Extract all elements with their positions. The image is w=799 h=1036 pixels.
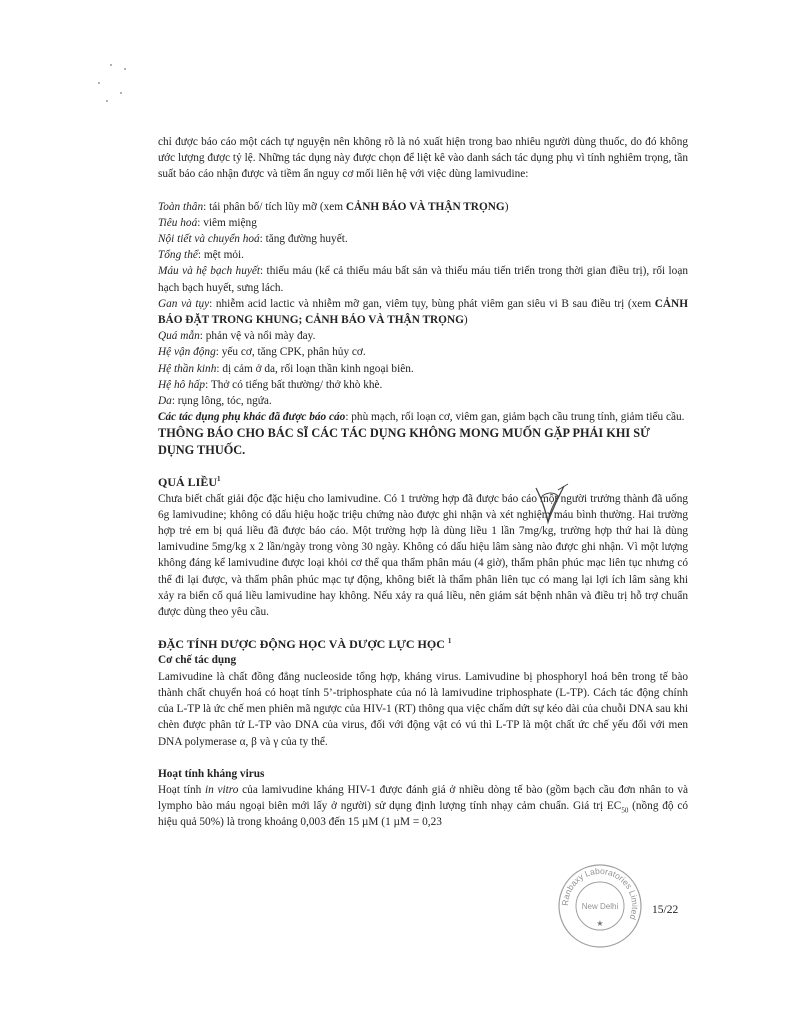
effect-item: Máu và hệ bạch huyết: thiếu máu (kể cả thiếu máu bất sản và thiếu máu tiến triển trong thời gian điều trị), rối loạn hạch bạch huyết, sưng lách. [158, 265, 688, 294]
antiviral-paragraph: Hoạt tính in vitro của lamivudine kháng HIV-1 được đánh giá ở nhiều dòng tế bào (gồm bạch cầu đơn nhân to và lympho bào máu ngoại biên mới lấy ở người) sử dụng định lượng tính nhạy cảm chuẩn. Giá trị $EC_{50}$ (nồng độ có hiệu quả 50%) là trong khoảng 0,003 đến 15 µM (1 µM = 0,23 [158, 783, 689, 829]
effect-item: Da: rụng lông, tóc, ngứa. [158, 395, 272, 408]
effect-item: Tổng thể: mệt mỏi. [158, 249, 244, 262]
stamp-ring-text: Ranbaxy Laboratories Limited [559, 865, 641, 921]
effect-item: Hệ thần kinh: dị cảm ở da, rối loạn thần kinh ngoại biên. [158, 362, 414, 375]
effect-item: Toàn thân: tái phân bố/ tích lũy mỡ (xem CẢNH BÁO VÀ THẬN TRỌNG) [158, 200, 509, 213]
notice-heading: THÔNG BÁO CHO BÁC SĨ CÁC TÁC DỤNG KHÔNG MONG MUỐN GẶP PHẢI KHI SỬ DỤNG THUỐC. [158, 426, 650, 457]
effect-item: Quá mẫn: phản vệ và nổi mày đay. [158, 330, 316, 343]
overdose-heading: QUÁ LIỀU$^1$ [158, 475, 221, 490]
overdose-paragraph: Chưa biết chất giải độc đặc hiệu cho lamivudine. Có 1 trường hợp đã được báo cáo một người trưởng thành đã uống 6g lamivudine; không có dấu hiệu hoặc triệu chứng nào được ghi nhận và xét nghiệm máu bình thường. Hai trường hợp trẻ em bị quá liều đã được báo cáo. Một trường hợp là dùng liều 1 lần 7mg/kg, trường hợp thứ hai là dùng lamivudine 5mg/kg x 2 lần/ngày trong vòng 30 ngày. Không có dấu hiệu lâm sàng nào được ghi nhận. Vì một lượng không đáng kể lamivudine được loại khỏi cơ thể qua thẩm phân máu (4 giờ), thẩm phân phúc mạc liên tục nhưng có thể đi lại được, và thẩm phân phúc mạc tự động, không biết là thẩm phân liên tục có mang lại lợi ích lâm sàng khi xảy ra biến cố quá liều lamivudine hay không. Nếu xảy ra quá liều, nên giám sát bệnh nhân và điều trị hỗ trợ chuẩn được dùng theo yêu cầu. [158, 492, 688, 619]
svg-text:★: ★ [596, 919, 604, 928]
mechanism-paragraph: Lamivudine là chất đồng đẳng nucleoside tổng hợp, kháng virus. Lamivudine bị phosphoryl hoá bên trong tế bào thành chất chuyển hoá có hoạt tính 5’-triphosphate của nó là lamivudine triphosphate (L-TP). Cách tác động chính của L-TP là ức chế men phiên mã ngược của HIV-1 (RT) thông qua việc chấm dứt sự kéo dài của chuỗi DNA sau khi chèn được phân tử L-TP vào DNA của virus, đối với động vật có vú thì L-TP là một chất ức chế yếu đối với men DNA polymerase α, β và γ của ty thể. [158, 670, 688, 748]
stamp-center-text: New Delhi [581, 902, 619, 911]
pharmacology-heading: ĐẶC TÍNH DƯỢC ĐỘNG HỌC VÀ DƯỢC LỰC HỌC $^1$ [158, 637, 452, 652]
intro-paragraph: chỉ được báo cáo một cách tự nguyện nên không rõ là nó xuất hiện trong bao nhiêu người dùng thuốc, do đó không ước lượng được tỷ lệ. Những tác dụng này được chọn để liệt kê vào danh sách tác dụng phụ vì tính nghiêm trọng, tần suất báo cáo nhận được và tiềm ẩn nguy cơ mối liên hệ với việc dùng lamivudine: [158, 136, 688, 181]
document-body [158, 134, 688, 831]
effect-item: Gan và tụy: nhiễm acid lactic và nhiễm mỡ gan, viêm tụy, bùng phát viêm gan siêu vi B sau điều trị (xem CẢNH BÁO ĐẶT TRONG KHUNG; CẢNH BÁO VÀ THẬN TRỌNG) [158, 297, 688, 327]
antiviral-heading: Hoạt tính kháng virus [158, 767, 265, 780]
company-stamp [556, 862, 644, 950]
other-effects: Các tác dụng phụ khác đã được báo cáo: phù mạch, rối loạn cơ, viêm gan, giảm bạch cầu trung tính, giảm tiểu cầu. [158, 411, 685, 424]
effect-item: Hệ vận động: yếu cơ, tăng CPK, phân hủy cơ. [158, 346, 366, 359]
page-number: 15/22 [652, 904, 679, 916]
effect-item: Nội tiết và chuyển hoá: tăng đường huyết. [158, 233, 348, 246]
effect-item: Tiêu hoá: viêm miệng [158, 216, 257, 229]
svg-text:Ranbaxy Laboratories Limited [560, 866, 640, 921]
side-effects-list [158, 199, 688, 426]
effect-item: Hệ hô hấp: Thở có tiếng bất thường/ thở khò khè. [158, 378, 383, 391]
handwritten-signature [528, 482, 578, 528]
mechanism-heading: Cơ chế tác dụng [158, 654, 237, 667]
